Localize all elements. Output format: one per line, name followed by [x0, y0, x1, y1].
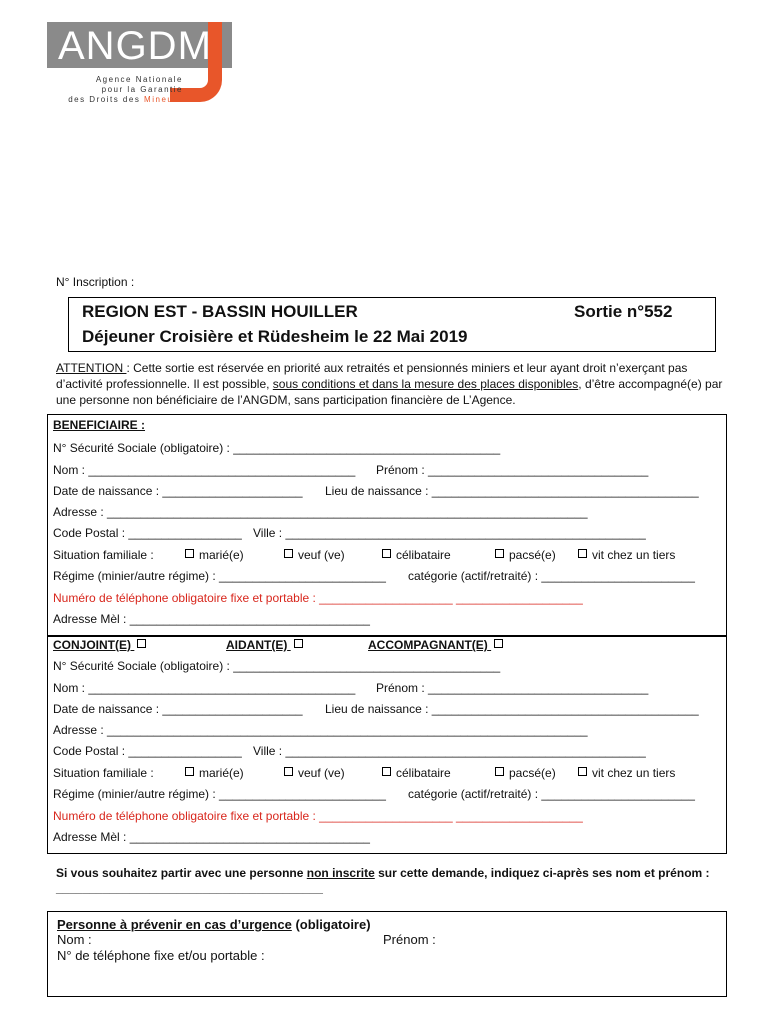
- sortie-number: Sortie n°552: [574, 302, 673, 321]
- logo-text: ANGDM: [58, 24, 212, 68]
- inscription-label: N° Inscription :: [56, 275, 135, 289]
- tagline-line-3: des Droits des Mineurs: [68, 95, 183, 104]
- checkbox-icon: [284, 549, 293, 558]
- naissance-field[interactable]: Date de naissance : _____________________: [53, 702, 303, 716]
- checkbox-icon: [137, 639, 146, 648]
- categorie-field[interactable]: catégorie (actif/retraité) : _______________________: [408, 787, 695, 801]
- checkbox-icon: [382, 549, 391, 558]
- checkbox-icon: [382, 767, 391, 776]
- conjoint-option[interactable]: CONJOINT(E): [53, 638, 151, 652]
- urgence-nom-field[interactable]: Nom :: [57, 932, 92, 947]
- lieu-naissance-field[interactable]: Lieu de naissance : ________________________________________: [325, 702, 699, 716]
- region-title: REGION EST - BASSIN HOUILLER: [82, 302, 358, 321]
- secu-field[interactable]: N° Sécurité Sociale (obligatoire) : ________________________________________: [53, 659, 501, 673]
- option-veuf[interactable]: veuf (ve): [284, 766, 345, 780]
- option-marie[interactable]: marié(e): [185, 766, 244, 780]
- option-veuf[interactable]: veuf (ve): [284, 548, 345, 562]
- naissance-field[interactable]: Date de naissance : _____________________: [53, 484, 303, 498]
- secu-field[interactable]: N° Sécurité Sociale (obligatoire) : ________________________________________: [53, 441, 501, 455]
- option-pacse[interactable]: pacsé(e): [495, 548, 556, 562]
- email-field[interactable]: Adresse Mèl : ____________________________________: [53, 612, 370, 626]
- option-pacse[interactable]: pacsé(e): [495, 766, 556, 780]
- nom-field[interactable]: Nom : ________________________________________: [53, 463, 356, 477]
- prenom-field[interactable]: Prénom : _________________________________: [376, 463, 649, 477]
- event-title: Déjeuner Croisière et Rüdesheim le 22 Mai 2019: [82, 327, 468, 346]
- checkbox-icon: [495, 549, 504, 558]
- code-postal-field[interactable]: Code Postal : _________________: [53, 744, 242, 758]
- adresse-field[interactable]: Adresse : ________________________________________________________________________: [53, 505, 588, 519]
- checkbox-icon: [578, 767, 587, 776]
- urgence-header: Personne à prévenir en cas d’urgence (obligatoire): [57, 917, 371, 932]
- option-tiers[interactable]: vit chez un tiers: [578, 548, 675, 562]
- adresse-field[interactable]: Adresse : ________________________________________________________________________: [53, 723, 588, 737]
- ville-field[interactable]: Ville : ______________________________________________________: [253, 744, 646, 758]
- code-postal-field[interactable]: Code Postal : _________________: [53, 526, 242, 540]
- option-celibataire[interactable]: célibataire: [382, 548, 451, 562]
- prenom-field[interactable]: Prénom : _________________________________: [376, 681, 649, 695]
- urgence-prenom-field[interactable]: Prénom :: [383, 932, 436, 947]
- attention-notice: ATTENTION : Cette sortie est réservée en priorité aux retraités et pensionnés miniers et leur ayant droit n’exerçant pas d’activité professionnelle. Il est possible, sous conditions et dans la mesure des places disponibles, d’être accompagné(e) par une personne non bénéficiaire de l’ANGDM, sans participation financière de L’Agence.: [56, 361, 723, 407]
- option-celibataire[interactable]: célibataire: [382, 766, 451, 780]
- non-inscrite-notice: Si vous souhaitez partir avec une personne non inscrite sur cette demande, indiquez ci-après ses nom et prénom : ________________________________________: [56, 866, 710, 895]
- beneficiaire-header: BENEFICIAIRE :: [53, 418, 146, 432]
- regime-field[interactable]: Régime (minier/autre régime) : _________________________: [53, 787, 386, 801]
- aidant-option[interactable]: AIDANT(E): [226, 638, 308, 652]
- lieu-naissance-field[interactable]: Lieu de naissance : ________________________________________: [325, 484, 699, 498]
- beneficiaire-section: [47, 414, 727, 636]
- conjoint-section: [47, 636, 727, 854]
- email-field[interactable]: Adresse Mèl : ____________________________________: [53, 830, 370, 844]
- accompagnant-option[interactable]: ACCOMPAGNANT(E): [368, 638, 508, 652]
- option-marie[interactable]: marié(e): [185, 548, 244, 562]
- urgence-section: [47, 911, 727, 997]
- tagline-line-2: pour la Garantie: [101, 85, 183, 94]
- tagline-line-1: Agence Nationale: [95, 75, 183, 84]
- checkbox-icon: [495, 767, 504, 776]
- checkbox-icon: [284, 767, 293, 776]
- categorie-field[interactable]: catégorie (actif/retraité) : _______________________: [408, 569, 695, 583]
- checkbox-icon: [185, 549, 194, 558]
- logo-tagline: [58, 75, 183, 105]
- telephone-field[interactable]: Numéro de téléphone obligatoire fixe et portable : ____________________ ___________________: [53, 809, 583, 823]
- regime-field[interactable]: Régime (minier/autre régime) : _________________________: [53, 569, 386, 583]
- checkbox-icon: [185, 767, 194, 776]
- option-tiers[interactable]: vit chez un tiers: [578, 766, 675, 780]
- situation-label: Situation familiale :: [53, 548, 154, 562]
- checkbox-icon: [578, 549, 587, 558]
- telephone-field[interactable]: Numéro de téléphone obligatoire fixe et portable : ____________________ ___________________: [53, 591, 583, 605]
- urgence-telephone-field[interactable]: N° de téléphone fixe et/ou portable :: [57, 948, 265, 963]
- nom-field[interactable]: Nom : ________________________________________: [53, 681, 356, 695]
- checkbox-icon: [294, 639, 303, 648]
- checkbox-icon: [494, 639, 503, 648]
- situation-label: Situation familiale :: [53, 766, 154, 780]
- ville-field[interactable]: Ville : ______________________________________________________: [253, 526, 646, 540]
